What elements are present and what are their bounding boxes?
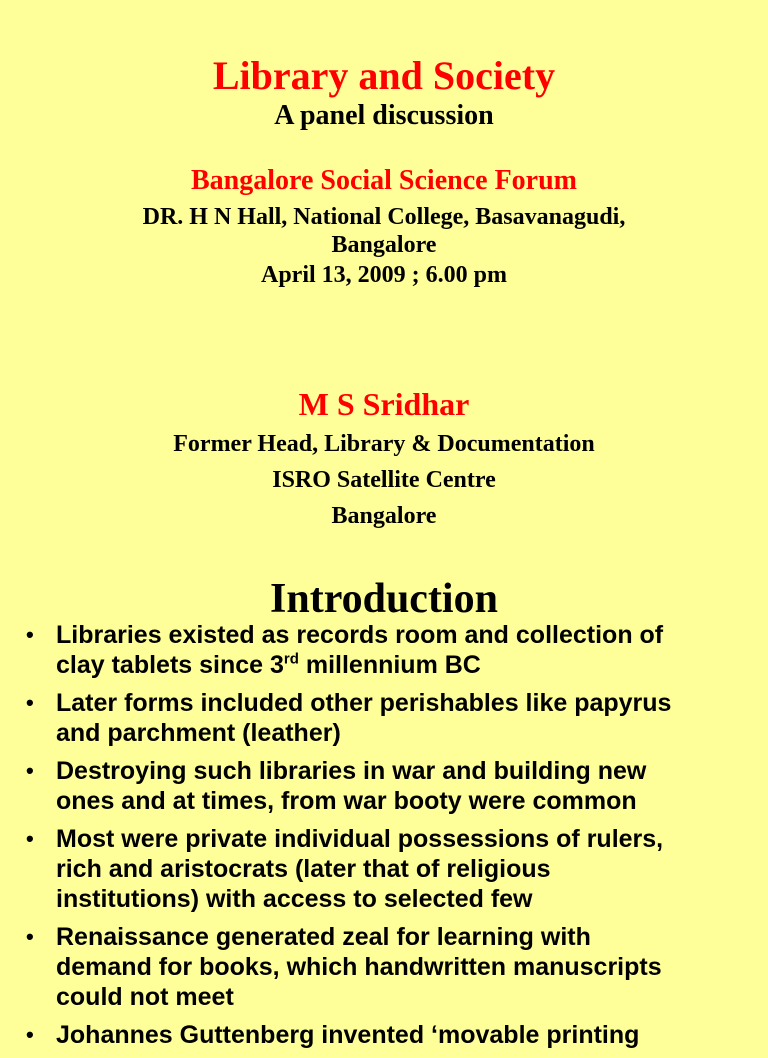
bullet-item xyxy=(0,1020,768,1050)
bullet-item xyxy=(0,922,768,1012)
speaker-role-line-2: ISRO Satellite Centre xyxy=(272,467,496,493)
bullet-line: demand for books, which handwritten manuscripts xyxy=(56,953,662,981)
bullet-item xyxy=(0,756,768,816)
bullet-line: Later forms included other perishables like papyrus xyxy=(56,689,672,717)
bullet-icon: • xyxy=(26,1022,34,1047)
bullet-line: Destroying such libraries in war and building new xyxy=(56,757,647,785)
page-subtitle: A panel discussion xyxy=(274,100,494,131)
speaker-role-line-1: Former Head, Library & Documentation xyxy=(173,431,595,457)
ordinal-suffix: rd xyxy=(283,650,299,668)
bullet-line: could not meet xyxy=(56,983,234,1011)
venue-line-2: Bangalore xyxy=(331,232,437,258)
speaker-name: M S Sridhar xyxy=(298,386,470,422)
bullet-line xyxy=(56,650,748,680)
bullet-icon: • xyxy=(26,924,34,949)
event-date: April 13, 2009 ; 6.00 pm xyxy=(261,262,507,288)
bullet-line: institutions) with access to selected few xyxy=(56,885,533,913)
bullet-line: Renaissance generated zeal for learning with xyxy=(56,923,591,951)
bullet-icon: • xyxy=(26,758,34,783)
bullet-item xyxy=(0,688,768,748)
page-title: Library and Society xyxy=(212,53,556,98)
bullet-text: clay tablets since 3 xyxy=(56,651,284,679)
bullet-line: Johannes Guttenberg invented ‘movable printing xyxy=(56,1021,640,1049)
section-heading-introduction: Introduction xyxy=(270,576,498,622)
bullet-line: Most were private individual possessions of rulers, xyxy=(56,825,664,853)
bullet-icon: • xyxy=(26,690,34,715)
bullet-item xyxy=(0,620,768,680)
bullet-icon: • xyxy=(26,622,34,647)
introduction-bullet-list xyxy=(0,620,768,1058)
bullet-line: and parchment (leather) xyxy=(56,719,341,747)
bullet-line: rich and aristocrats (later that of religious xyxy=(56,855,551,883)
bullet-line: Libraries existed as records room and collection of xyxy=(56,621,664,649)
speaker-role-line-3: Bangalore xyxy=(331,503,437,529)
forum-name: Bangalore Social Science Forum xyxy=(191,165,577,196)
bullet-item xyxy=(0,824,768,914)
bullet-text: millennium BC xyxy=(298,651,481,679)
venue-line-1: DR. H N Hall, National College, Basavanagudi, xyxy=(142,204,626,230)
bullet-line: ones and at times, from war booty were common xyxy=(56,787,637,815)
bullet-icon: • xyxy=(26,826,34,851)
